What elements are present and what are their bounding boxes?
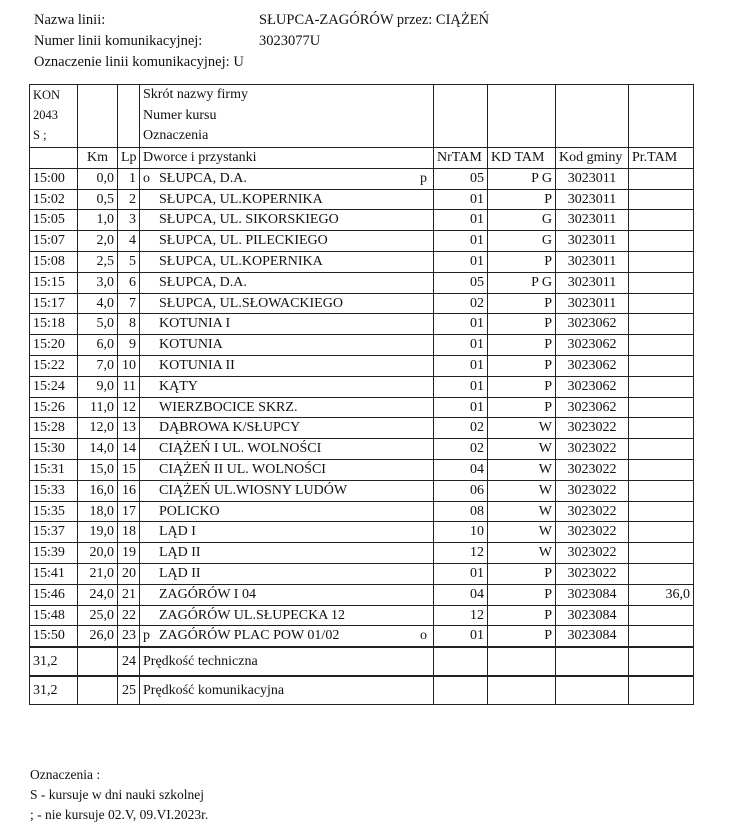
nrtam-cell: 01 bbox=[434, 376, 488, 397]
kdtam-cell: W bbox=[488, 480, 556, 501]
kdtam-cell: P G bbox=[488, 272, 556, 293]
kdtam-cell: P bbox=[488, 397, 556, 418]
kod-gminy-cell: 3023062 bbox=[556, 314, 629, 335]
kdtam-cell: W bbox=[488, 543, 556, 564]
prtam-cell bbox=[629, 397, 694, 418]
lp-cell: 5 bbox=[118, 251, 140, 272]
kdtam-cell: P bbox=[488, 189, 556, 210]
blank-cell bbox=[434, 647, 488, 676]
line-number-value: 3023077U bbox=[259, 33, 321, 49]
stop-cell bbox=[140, 335, 434, 356]
stop-cell bbox=[140, 272, 434, 293]
col-time-header bbox=[30, 148, 78, 169]
time-cell: 15:05 bbox=[30, 210, 78, 231]
kod-gminy-cell: 3023022 bbox=[556, 459, 629, 480]
kod-gminy-cell: 3023022 bbox=[556, 543, 629, 564]
stop-cell bbox=[140, 480, 434, 501]
time-cell: 15:41 bbox=[30, 563, 78, 584]
course-code: KON bbox=[33, 88, 61, 102]
stop-name: SŁUPCA, D.A. bbox=[159, 170, 247, 186]
prtam-cell bbox=[629, 168, 694, 189]
speed-label-cell: Prędkość techniczna bbox=[140, 647, 434, 676]
col-lp-header: Lp bbox=[118, 148, 140, 169]
time-cell: 15:37 bbox=[30, 522, 78, 543]
stop-name: DĄBROWA K/SŁUPCY bbox=[159, 420, 301, 436]
lp-cell: 14 bbox=[118, 439, 140, 460]
stop-name: SŁUPCA, UL. SIKORSKIEGO bbox=[159, 212, 339, 228]
stop-suffix-mark: p bbox=[420, 170, 427, 186]
table-row bbox=[30, 272, 694, 293]
line-name-value: SŁUPCA-ZAGÓRÓW przez: CIĄŻEŃ bbox=[259, 12, 490, 28]
line-number-label: Numer linii komunikacyjnej: bbox=[34, 33, 203, 49]
stop-suffix-mark: o bbox=[420, 628, 427, 644]
lp-cell: 7 bbox=[118, 293, 140, 314]
table-row bbox=[30, 251, 694, 272]
col-kod-header: Kod gminy bbox=[556, 148, 629, 169]
nrtam-cell: 01 bbox=[434, 210, 488, 231]
km-cell: 11,0 bbox=[78, 397, 118, 418]
table-row bbox=[30, 459, 694, 480]
time-cell: 15:20 bbox=[30, 335, 78, 356]
table-row bbox=[30, 543, 694, 564]
lp-cell: 23 bbox=[118, 626, 140, 647]
line-name-label: Nazwa linii: bbox=[34, 12, 106, 28]
table-row bbox=[30, 231, 694, 252]
km-cell: 19,0 bbox=[78, 522, 118, 543]
table-row bbox=[30, 522, 694, 543]
km-cell: 21,0 bbox=[78, 563, 118, 584]
stop-name: KOTUNIA I bbox=[159, 316, 231, 332]
prtam-cell bbox=[629, 210, 694, 231]
nrtam-cell: 04 bbox=[434, 459, 488, 480]
blank-cell bbox=[556, 647, 629, 676]
kod-gminy-cell: 3023011 bbox=[556, 189, 629, 210]
nrtam-cell: 01 bbox=[434, 251, 488, 272]
prtam-cell bbox=[629, 626, 694, 647]
stop-cell bbox=[140, 314, 434, 335]
km-cell: 6,0 bbox=[78, 335, 118, 356]
blank-cell bbox=[488, 676, 556, 705]
stop-name: WIERZBOCICE SKRZ. bbox=[159, 399, 298, 415]
time-cell: 15:48 bbox=[30, 605, 78, 626]
lp-cell: 21 bbox=[118, 584, 140, 605]
table-row bbox=[30, 418, 694, 439]
speed-value-cell: 31,2 bbox=[30, 676, 78, 705]
blank-cell bbox=[488, 85, 556, 148]
stop-cell bbox=[140, 210, 434, 231]
stop-name: LĄD II bbox=[159, 545, 201, 561]
prtam-cell bbox=[629, 543, 694, 564]
blank-cell bbox=[488, 647, 556, 676]
firm-header-cell bbox=[140, 85, 434, 148]
kdtam-cell: W bbox=[488, 418, 556, 439]
kdtam-cell: W bbox=[488, 501, 556, 522]
nrtam-cell: 01 bbox=[434, 335, 488, 356]
stop-name: LĄD I bbox=[159, 524, 196, 540]
nrtam-cell: 02 bbox=[434, 439, 488, 460]
line-mark-row bbox=[34, 52, 244, 72]
stop-cell bbox=[140, 543, 434, 564]
prtam-cell bbox=[629, 272, 694, 293]
lp-cell: 13 bbox=[118, 418, 140, 439]
speed-value-cell: 31,2 bbox=[30, 647, 78, 676]
nrtam-cell: 01 bbox=[434, 189, 488, 210]
table-row bbox=[30, 335, 694, 356]
blank-cell bbox=[556, 85, 629, 148]
nrtam-cell: 05 bbox=[434, 168, 488, 189]
kod-gminy-cell: 3023084 bbox=[556, 605, 629, 626]
time-cell: 15:17 bbox=[30, 293, 78, 314]
kod-gminy-cell: 3023011 bbox=[556, 231, 629, 252]
table-row bbox=[30, 501, 694, 522]
blank-cell bbox=[556, 676, 629, 705]
time-cell: 15:33 bbox=[30, 480, 78, 501]
stop-cell bbox=[140, 563, 434, 584]
kdtam-cell: P bbox=[488, 251, 556, 272]
nrtam-cell: 12 bbox=[434, 605, 488, 626]
table-row bbox=[30, 168, 694, 189]
kdtam-cell: P bbox=[488, 293, 556, 314]
prtam-cell bbox=[629, 522, 694, 543]
time-cell: 15:02 bbox=[30, 189, 78, 210]
stop-cell bbox=[140, 522, 434, 543]
table-row bbox=[30, 314, 694, 335]
stop-cell bbox=[140, 231, 434, 252]
prtam-cell bbox=[629, 501, 694, 522]
stop-cell bbox=[140, 439, 434, 460]
line-mark-label: Oznaczenie linii komunikacyjnej: bbox=[34, 54, 230, 70]
stop-cell bbox=[140, 584, 434, 605]
prtam-cell bbox=[629, 231, 694, 252]
lp-cell: 16 bbox=[118, 480, 140, 501]
stop-name: KOTUNIA bbox=[159, 337, 223, 353]
col-km-header: Km bbox=[78, 148, 118, 169]
kod-gminy-cell: 3023022 bbox=[556, 522, 629, 543]
km-cell: 0,0 bbox=[78, 168, 118, 189]
stop-cell bbox=[140, 168, 434, 189]
lp-cell: 18 bbox=[118, 522, 140, 543]
time-cell: 15:46 bbox=[30, 584, 78, 605]
time-cell: 15:07 bbox=[30, 231, 78, 252]
time-cell: 15:26 bbox=[30, 397, 78, 418]
stop-name: KOTUNIA II bbox=[159, 357, 235, 373]
stop-name: KĄTY bbox=[159, 378, 198, 394]
firm-name-header: Skrót nazwy firmy bbox=[143, 87, 248, 102]
lp-cell: 19 bbox=[118, 543, 140, 564]
kdtam-cell: P G bbox=[488, 168, 556, 189]
stop-name: CIĄŻEŃ I UL. WOLNOŚCI bbox=[159, 441, 322, 457]
km-cell: 16,0 bbox=[78, 480, 118, 501]
table-row bbox=[30, 293, 694, 314]
km-cell: 15,0 bbox=[78, 459, 118, 480]
stop-cell bbox=[140, 355, 434, 376]
marks-header: Oznaczenia bbox=[143, 128, 209, 143]
prtam-cell bbox=[629, 251, 694, 272]
table-row bbox=[30, 397, 694, 418]
time-cell: 15:35 bbox=[30, 501, 78, 522]
prtam-cell: 36,0 bbox=[629, 584, 694, 605]
nrtam-cell: 02 bbox=[434, 293, 488, 314]
km-cell: 20,0 bbox=[78, 543, 118, 564]
lp-cell: 9 bbox=[118, 335, 140, 356]
table-row bbox=[30, 480, 694, 501]
kod-gminy-cell: 3023022 bbox=[556, 418, 629, 439]
prtam-cell bbox=[629, 459, 694, 480]
stop-prefix-mark: p bbox=[143, 628, 150, 644]
km-cell: 14,0 bbox=[78, 439, 118, 460]
stop-cell bbox=[140, 605, 434, 626]
column-header-row bbox=[30, 148, 694, 169]
stop-name: SŁUPCA, UL.SŁOWACKIEGO bbox=[159, 295, 343, 311]
km-cell: 26,0 bbox=[78, 626, 118, 647]
nrtam-cell: 01 bbox=[434, 626, 488, 647]
nrtam-cell: 01 bbox=[434, 231, 488, 252]
kdtam-cell: W bbox=[488, 459, 556, 480]
nrtam-cell: 01 bbox=[434, 314, 488, 335]
kod-gminy-cell: 3023062 bbox=[556, 376, 629, 397]
legend-line-2: ; - nie kursuje 02.V, 09.VI.2023r. bbox=[30, 807, 209, 822]
stop-name: ZAGÓRÓW UL.SŁUPECKA 12 bbox=[159, 607, 346, 623]
kod-gminy-cell: 3023022 bbox=[556, 501, 629, 522]
kdtam-cell: P bbox=[488, 335, 556, 356]
lp-cell: 24 bbox=[118, 647, 140, 676]
kdtam-cell: G bbox=[488, 210, 556, 231]
lp-cell: 25 bbox=[118, 676, 140, 705]
km-cell: 7,0 bbox=[78, 355, 118, 376]
prtam-cell bbox=[629, 418, 694, 439]
stop-name: SŁUPCA, UL.KOPERNIKA bbox=[159, 253, 323, 269]
stop-name: SŁUPCA, UL. PILECKIEGO bbox=[159, 233, 328, 249]
col-nrtam-header: NrTAM bbox=[434, 148, 488, 169]
time-cell: 15:15 bbox=[30, 272, 78, 293]
km-cell: 2,0 bbox=[78, 231, 118, 252]
speed-label-cell: Prędkość komunikacyjna bbox=[140, 676, 434, 705]
kod-gminy-cell: 3023011 bbox=[556, 210, 629, 231]
time-cell: 15:31 bbox=[30, 459, 78, 480]
blank-cell bbox=[434, 85, 488, 148]
stop-name: POLICKO bbox=[159, 503, 220, 519]
blank-cell bbox=[629, 676, 694, 705]
legend-title: Oznaczenia : bbox=[30, 767, 101, 782]
kdtam-cell: P bbox=[488, 355, 556, 376]
course-number-header: Numer kursu bbox=[143, 107, 217, 123]
stop-prefix-mark: o bbox=[143, 170, 150, 186]
speed-row bbox=[30, 676, 694, 705]
lp-cell: 15 bbox=[118, 459, 140, 480]
time-cell: 15:24 bbox=[30, 376, 78, 397]
stop-name: LĄD II bbox=[159, 565, 201, 581]
km-cell: 0,5 bbox=[78, 189, 118, 210]
blank-cell bbox=[434, 676, 488, 705]
nrtam-cell: 12 bbox=[434, 543, 488, 564]
time-cell: 15:00 bbox=[30, 168, 78, 189]
kod-gminy-cell: 3023022 bbox=[556, 439, 629, 460]
prtam-cell bbox=[629, 189, 694, 210]
course-marks: S ; bbox=[33, 128, 47, 142]
km-cell: 3,0 bbox=[78, 272, 118, 293]
table-row bbox=[30, 439, 694, 460]
lp-cell: 12 bbox=[118, 397, 140, 418]
lp-cell: 11 bbox=[118, 376, 140, 397]
nrtam-cell: 08 bbox=[434, 501, 488, 522]
nrtam-cell: 01 bbox=[434, 355, 488, 376]
col-prtam-header: Pr.TAM bbox=[629, 148, 694, 169]
prtam-cell bbox=[629, 355, 694, 376]
stop-cell bbox=[140, 418, 434, 439]
nrtam-cell: 04 bbox=[434, 584, 488, 605]
km-cell: 9,0 bbox=[78, 376, 118, 397]
kdtam-cell: P bbox=[488, 376, 556, 397]
kod-gminy-cell: 3023011 bbox=[556, 168, 629, 189]
blank-cell bbox=[629, 647, 694, 676]
kdtam-cell: P bbox=[488, 563, 556, 584]
time-cell: 15:08 bbox=[30, 251, 78, 272]
kod-gminy-cell: 3023062 bbox=[556, 397, 629, 418]
course-header-row bbox=[30, 85, 694, 148]
blank-cell bbox=[78, 676, 118, 705]
nrtam-cell: 10 bbox=[434, 522, 488, 543]
km-cell: 12,0 bbox=[78, 418, 118, 439]
kdtam-cell: P bbox=[488, 626, 556, 647]
col-kdtam-header: KD TAM bbox=[488, 148, 556, 169]
prtam-cell bbox=[629, 480, 694, 501]
kod-gminy-cell: 3023011 bbox=[556, 272, 629, 293]
table-row bbox=[30, 626, 694, 647]
stop-cell bbox=[140, 626, 434, 647]
km-cell: 25,0 bbox=[78, 605, 118, 626]
time-cell: 15:28 bbox=[30, 418, 78, 439]
stop-name: CIĄŻEŃ UL.WIOSNY LUDÓW bbox=[159, 482, 348, 498]
nrtam-cell: 02 bbox=[434, 418, 488, 439]
blank-cell bbox=[78, 85, 118, 148]
lp-cell: 10 bbox=[118, 355, 140, 376]
line-name-row bbox=[34, 10, 489, 30]
prtam-cell bbox=[629, 293, 694, 314]
time-cell: 15:39 bbox=[30, 543, 78, 564]
table-row bbox=[30, 355, 694, 376]
kdtam-cell: W bbox=[488, 439, 556, 460]
table-row bbox=[30, 189, 694, 210]
prtam-cell bbox=[629, 563, 694, 584]
kdtam-cell: P bbox=[488, 605, 556, 626]
prtam-cell bbox=[629, 376, 694, 397]
course-info-cell bbox=[30, 85, 78, 148]
blank-cell bbox=[629, 85, 694, 148]
lp-cell: 8 bbox=[118, 314, 140, 335]
stop-cell bbox=[140, 189, 434, 210]
kod-gminy-cell: 3023084 bbox=[556, 584, 629, 605]
lp-cell: 1 bbox=[118, 168, 140, 189]
blank-cell bbox=[118, 85, 140, 148]
kod-gminy-cell: 3023022 bbox=[556, 563, 629, 584]
prtam-cell bbox=[629, 439, 694, 460]
lp-cell: 3 bbox=[118, 210, 140, 231]
prtam-cell bbox=[629, 605, 694, 626]
time-cell: 15:18 bbox=[30, 314, 78, 335]
table-row bbox=[30, 584, 694, 605]
stop-name: SŁUPCA, UL.KOPERNIKA bbox=[159, 191, 323, 207]
course-number: 2043 bbox=[33, 108, 58, 122]
lp-cell: 2 bbox=[118, 189, 140, 210]
stop-name: CIĄŻEŃ II UL. WOLNOŚCI bbox=[159, 461, 326, 477]
stop-cell bbox=[140, 293, 434, 314]
lp-cell: 4 bbox=[118, 231, 140, 252]
nrtam-cell: 06 bbox=[434, 480, 488, 501]
lp-cell: 17 bbox=[118, 501, 140, 522]
nrtam-cell: 05 bbox=[434, 272, 488, 293]
stop-cell bbox=[140, 251, 434, 272]
time-cell: 15:50 bbox=[30, 626, 78, 647]
kod-gminy-cell: 3023084 bbox=[556, 626, 629, 647]
kod-gminy-cell: 3023011 bbox=[556, 251, 629, 272]
stop-cell bbox=[140, 501, 434, 522]
table-row bbox=[30, 376, 694, 397]
col-stops-header: Dworce i przystanki bbox=[140, 148, 434, 169]
blank-cell bbox=[78, 647, 118, 676]
prtam-cell bbox=[629, 314, 694, 335]
stop-name: ZAGÓRÓW I 04 bbox=[159, 586, 256, 602]
stop-cell bbox=[140, 459, 434, 480]
time-cell: 15:22 bbox=[30, 355, 78, 376]
nrtam-cell: 01 bbox=[434, 397, 488, 418]
lp-cell: 20 bbox=[118, 563, 140, 584]
time-cell: 15:30 bbox=[30, 439, 78, 460]
km-cell: 18,0 bbox=[78, 501, 118, 522]
km-cell: 4,0 bbox=[78, 293, 118, 314]
speed-row bbox=[30, 647, 694, 676]
kdtam-cell: G bbox=[488, 231, 556, 252]
lp-cell: 6 bbox=[118, 272, 140, 293]
stop-name: ZAGÓRÓW PLAC POW 01/02 bbox=[159, 628, 340, 644]
stop-cell bbox=[140, 397, 434, 418]
prtam-cell bbox=[629, 335, 694, 356]
km-cell: 5,0 bbox=[78, 314, 118, 335]
km-cell: 1,0 bbox=[78, 210, 118, 231]
kod-gminy-cell: 3023022 bbox=[556, 480, 629, 501]
line-number-row bbox=[34, 31, 320, 51]
km-cell: 24,0 bbox=[78, 584, 118, 605]
kod-gminy-cell: 3023062 bbox=[556, 335, 629, 356]
nrtam-cell: 01 bbox=[434, 563, 488, 584]
stop-name: SŁUPCA, D.A. bbox=[159, 274, 247, 290]
kdtam-cell: W bbox=[488, 522, 556, 543]
legend-line-1: S - kursuje w dni nauki szkolnej bbox=[30, 787, 204, 802]
stop-cell bbox=[140, 376, 434, 397]
kdtam-cell: P bbox=[488, 314, 556, 335]
kod-gminy-cell: 3023062 bbox=[556, 355, 629, 376]
kdtam-cell: P bbox=[488, 584, 556, 605]
timetable bbox=[29, 84, 694, 705]
lp-cell: 22 bbox=[118, 605, 140, 626]
table-row bbox=[30, 605, 694, 626]
table-row bbox=[30, 210, 694, 231]
line-mark-value: U bbox=[233, 54, 244, 70]
kod-gminy-cell: 3023011 bbox=[556, 293, 629, 314]
km-cell: 2,5 bbox=[78, 251, 118, 272]
table-row bbox=[30, 563, 694, 584]
